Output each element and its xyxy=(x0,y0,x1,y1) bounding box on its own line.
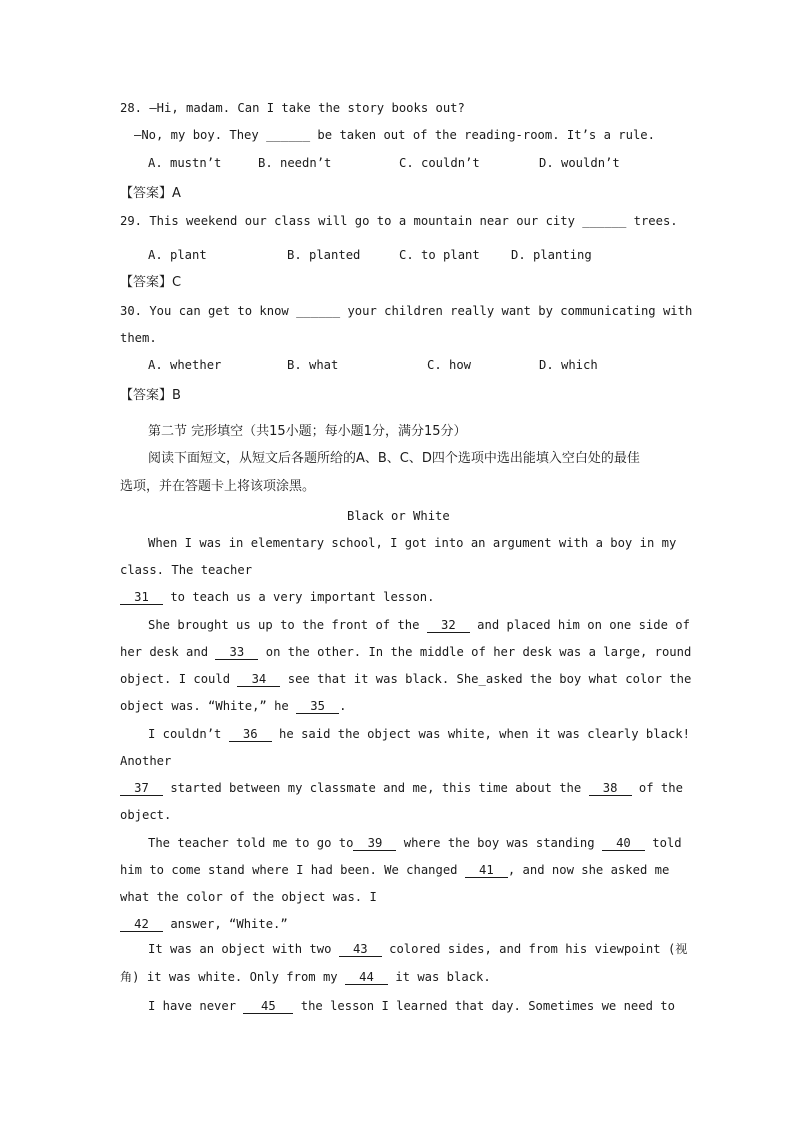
question-28-option-b: B. needn’t xyxy=(258,156,332,170)
blank-37: 37 xyxy=(120,782,163,796)
blank-33: 33 xyxy=(215,646,258,660)
blank-36: 36 xyxy=(229,728,272,742)
passage-line: him to come stand where I had been. We changed 41 , and now she asked me xyxy=(120,863,670,877)
question-29-option-d: D. planting xyxy=(511,248,592,262)
passage-title: Black or White xyxy=(347,509,450,523)
passage-line: 42 answer, “White.” xyxy=(120,916,288,932)
blank-42: 42 xyxy=(120,918,163,932)
passage-line: object. I could 34 see that it was black. She_asked the boy what color the xyxy=(120,672,692,686)
passage-line: 31 to teach us a very important lesson. xyxy=(120,589,435,605)
question-28-option-d: D. wouldn’t xyxy=(539,156,620,170)
blank-39: 39 xyxy=(353,837,396,851)
passage-line: I couldn’t 36 he said the object was white, when it was clearly black! xyxy=(148,727,690,741)
question-29-option-a: A. plant xyxy=(148,248,207,262)
blank-31: 31 xyxy=(120,591,163,605)
blank-40: 40 xyxy=(602,837,645,851)
question-28-stem: 28. —Hi, madam. Can I take the story books out? xyxy=(120,101,465,115)
passage-line: I have never 45 the lesson I learned that day. Sometimes we need to xyxy=(148,999,675,1013)
section-instruction: 阅读下面短文，从短文后各题所给的A、B、C、D四个选项中选出能填入空白处的最佳 xyxy=(148,451,640,466)
passage-line: When I was in elementary school, I got into an argument with a boy in my xyxy=(148,536,677,550)
question-30-stem-continued: them. xyxy=(120,331,157,345)
passage-line: class. The teacher xyxy=(120,563,253,577)
passage-line: The teacher told me to go to 39 where the boy was standing 40 told xyxy=(148,836,682,850)
blank-35: 35 xyxy=(296,700,339,714)
passage-line: her desk and 33 on the other. In the middle of her desk was a large, round xyxy=(120,645,692,659)
question-30-option-d: D. which xyxy=(539,358,598,372)
question-29-option-b: B. planted xyxy=(287,248,361,262)
section-instruction-continued: 选项，并在答题卡上将该项涂黑。 xyxy=(120,479,316,494)
question-30-option-b: B. what xyxy=(287,358,339,372)
blank-43: 43 xyxy=(339,943,382,957)
question-29-answer: 【答案】C xyxy=(120,275,182,290)
passage-line: object. xyxy=(120,808,172,822)
passage-line: object was. “White,” he 35 . xyxy=(120,699,347,713)
blank-32: 32 xyxy=(427,619,470,633)
question-28-option-a: A. mustn’t xyxy=(148,156,222,170)
passage-line: 角) it was white. Only from my 44 it was black. xyxy=(120,970,491,984)
question-30-option-a: A. whether xyxy=(148,358,222,372)
question-28-answer: 【答案】A xyxy=(120,186,181,201)
question-30-answer: 【答案】B xyxy=(120,388,181,403)
question-28-option-c: C. couldn’t xyxy=(399,156,480,170)
question-30-stem: 30. You can get to know ______ your children really want by communicating with xyxy=(120,304,693,318)
question-29-stem: 29. This weekend our class will go to a mountain near our city ______ trees. xyxy=(120,214,678,228)
passage-line: She brought us up to the front of the 32 and placed him on one side of xyxy=(148,618,690,632)
passage-line: what the color of the object was. I xyxy=(120,890,377,904)
passage-line: It was an object with two 43 colored sides, and from his viewpoint (视 xyxy=(148,942,688,956)
passage-line: Another xyxy=(120,754,172,768)
blank-45: 45 xyxy=(243,1000,293,1014)
question-28-dialogue: —No, my boy. They ______ be taken out of the reading-room. It’s a rule. xyxy=(134,128,655,142)
blank-34: 34 xyxy=(237,673,280,687)
question-30-option-c: C. how xyxy=(427,358,472,372)
blank-44: 44 xyxy=(345,971,388,985)
passage-line: 37 started between my classmate and me, this time about the 38 of the xyxy=(120,780,683,796)
question-29-option-c: C. to plant xyxy=(399,248,480,262)
blank-38: 38 xyxy=(589,782,632,796)
blank-41: 41 xyxy=(465,864,508,878)
section-heading: 第二节 完形填空（共15小题；每小题1分，满分15分） xyxy=(148,424,467,439)
